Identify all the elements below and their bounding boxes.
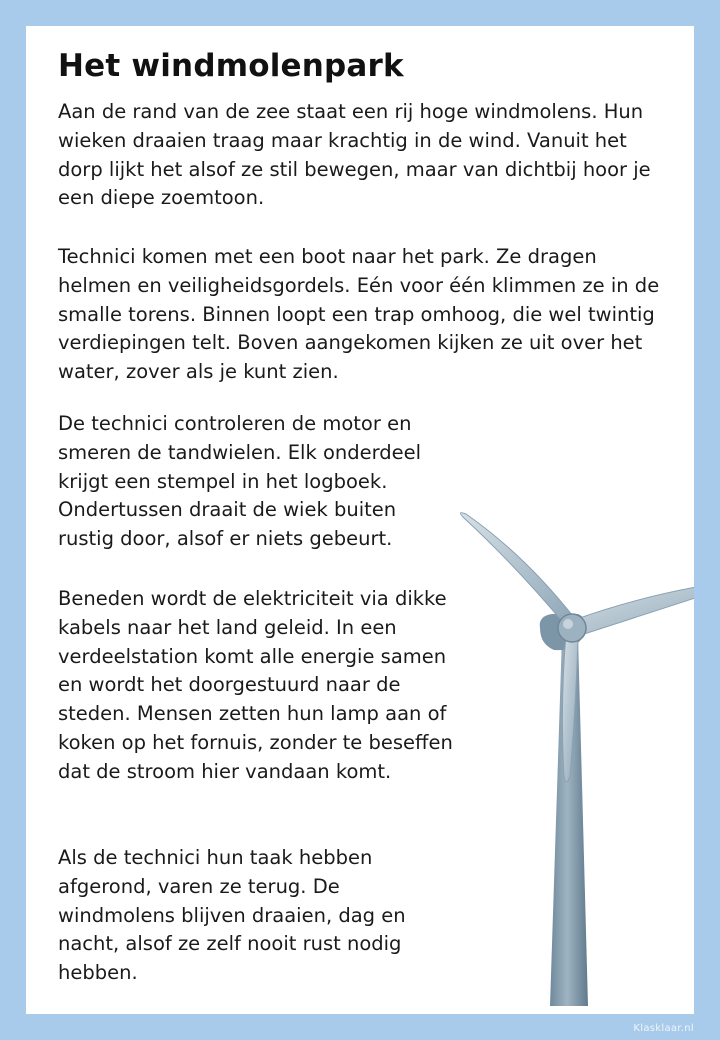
story-paragraph-5: Als de technici hun taak hebben afgerond, varen ze terug. De windmolens blijven draaien, dag en nacht, alsof ze zelf nooit rust nodig hebben. [58, 846, 406, 985]
story-paragraph-1: Aan de rand van de zee staat een rij hoge windmolens. Hun wieken draaien traag maar krachtig in de wind. Vanuit het dorp lijkt het alsof ze stil bewegen, maar van dichtbij hoor je een diepe zoemtoon. [58, 100, 651, 210]
worksheet-page [26, 26, 694, 1014]
story-paragraph-3: De technici controleren de motor en smeren de tandwielen. Elk onderdeel krijgt een stempel in het logboek. Ondertussen draait de wiek buiten rustig door, alsof er niets gebeurt. [58, 412, 422, 551]
turbine-blade-left [460, 513, 576, 626]
story-paragraph-4: Beneden wordt de elektriciteit via dikke kabels naar het land geleid. In een verdeelstation komt alle energie samen en wordt het doorgestuurd naar de steden. Mensen zetten hun lamp aan of koken op het fornuis, zonder te beseffen dat de stroom hier vandaan komt. [58, 587, 453, 783]
turbine-hub-highlight [563, 619, 573, 629]
turbine-blade-right [574, 582, 694, 636]
page-title: Het windmolenpark [58, 48, 404, 84]
turbine-hub [558, 614, 586, 642]
footer-brand: Klasklaar.nl [633, 1023, 694, 1034]
story-paragraph-2: Technici komen met een boot naar het park. Ze dragen helmen en veiligheidsgordels. Eén voor één klimmen ze in de smalle torens. Binnen loopt een trap omhoog, die wel twintig verdiepingen telt. Boven aangekomen kijken ze uit over het water, zover als je kunt zien. [58, 245, 660, 384]
wind-turbine-icon [426, 476, 694, 1014]
